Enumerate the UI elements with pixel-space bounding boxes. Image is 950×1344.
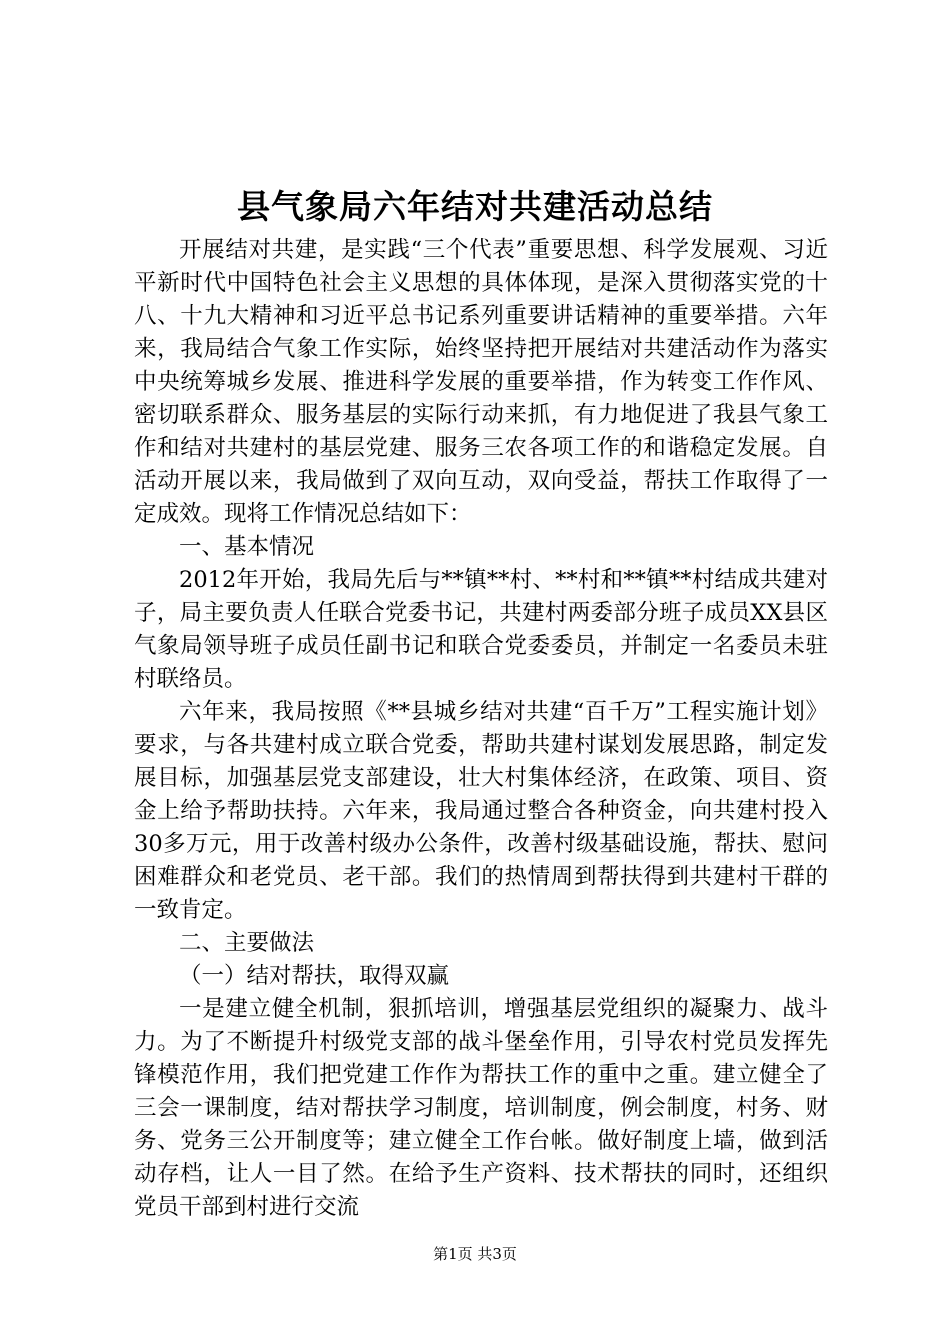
document-title: 县气象局六年结对共建活动总结 [237, 187, 713, 226]
pairing-assistance-paragraph: 一是建立健全机制，狠抓培训，增强基层党组织的凝聚力、战斗力。为了不断提升村级党支部的战斗堡垒作用，引导农村党员发挥先锋模范作用，我们把党建工作作为帮扶工作的重中之重。建立健全了三会一课制度，结对帮扶学习制度，培训制度，例会制度，村务、财务、党务三公开制度等；建立健全工作台帐。做好制度上墙，做到活动存档，让人一目了然。在给予生产资料、技术帮扶的同时，还组织党员干部到村进行交流 [134, 996, 828, 1220]
section-heading-basic-situation: 一、基本情况 [179, 534, 315, 560]
subsection-heading-pairing-assistance: （一）结对帮扶，取得双赢 [179, 963, 450, 989]
basic-situation-paragraph-1: 2012年开始，我局先后与**镇**村、**村和**镇**村结成共建对子，局主要负责人任联合党委书记，共建村两委部分班子成员XX县区气象局领导班子成员任副书记和联合党委委员，并制定一名委员未驻村联络员。 [134, 567, 828, 692]
basic-situation-paragraph-2: 六年来，我局按照《**县城乡结对共建“百千万”工程实施计划》要求，与各共建村成立联合党委，帮助共建村谋划发展思路，制定发展目标，加强基层党支部建设，壮大村集体经济，在政策、项目、资金上给予帮助扶持。六年来，我局通过整合各种资金，向共建村投入30多万元，用于改善村级办公条件，改善村级基础设施，帮扶、慰问困难群众和老党员、老干部。我们的热情周到帮扶得到共建村干群的一致肯定。 [134, 699, 828, 923]
section-heading-main-practices: 二、主要做法 [179, 930, 315, 956]
document-body [134, 234, 828, 1224]
intro-paragraph: 开展结对共建，是实践“三个代表”重要思想、科学发展观、习近平新时代中国特色社会主义思想的具体体现，是深入贯彻落实党的十八、十九大精神和习近平总书记系列重要讲话精神的重要举措。六年来，我局结合气象工作实际，始终坚持把开展结对共建活动作为落实中央统筹城乡发展、推进科学发展的重要举措，作为转变工作作风、密切联系群众、服务基层的实际行动来抓，有力地促进了我县气象工作和结对共建村的基层党建、服务三农各项工作的和谐稳定发展。自活动开展以来，我局做到了双向互动，双向受益，帮扶工作取得了一定成效。现将工作情况总结如下： [134, 237, 828, 527]
page-footer: 第1页 共3页 [433, 1245, 517, 1263]
